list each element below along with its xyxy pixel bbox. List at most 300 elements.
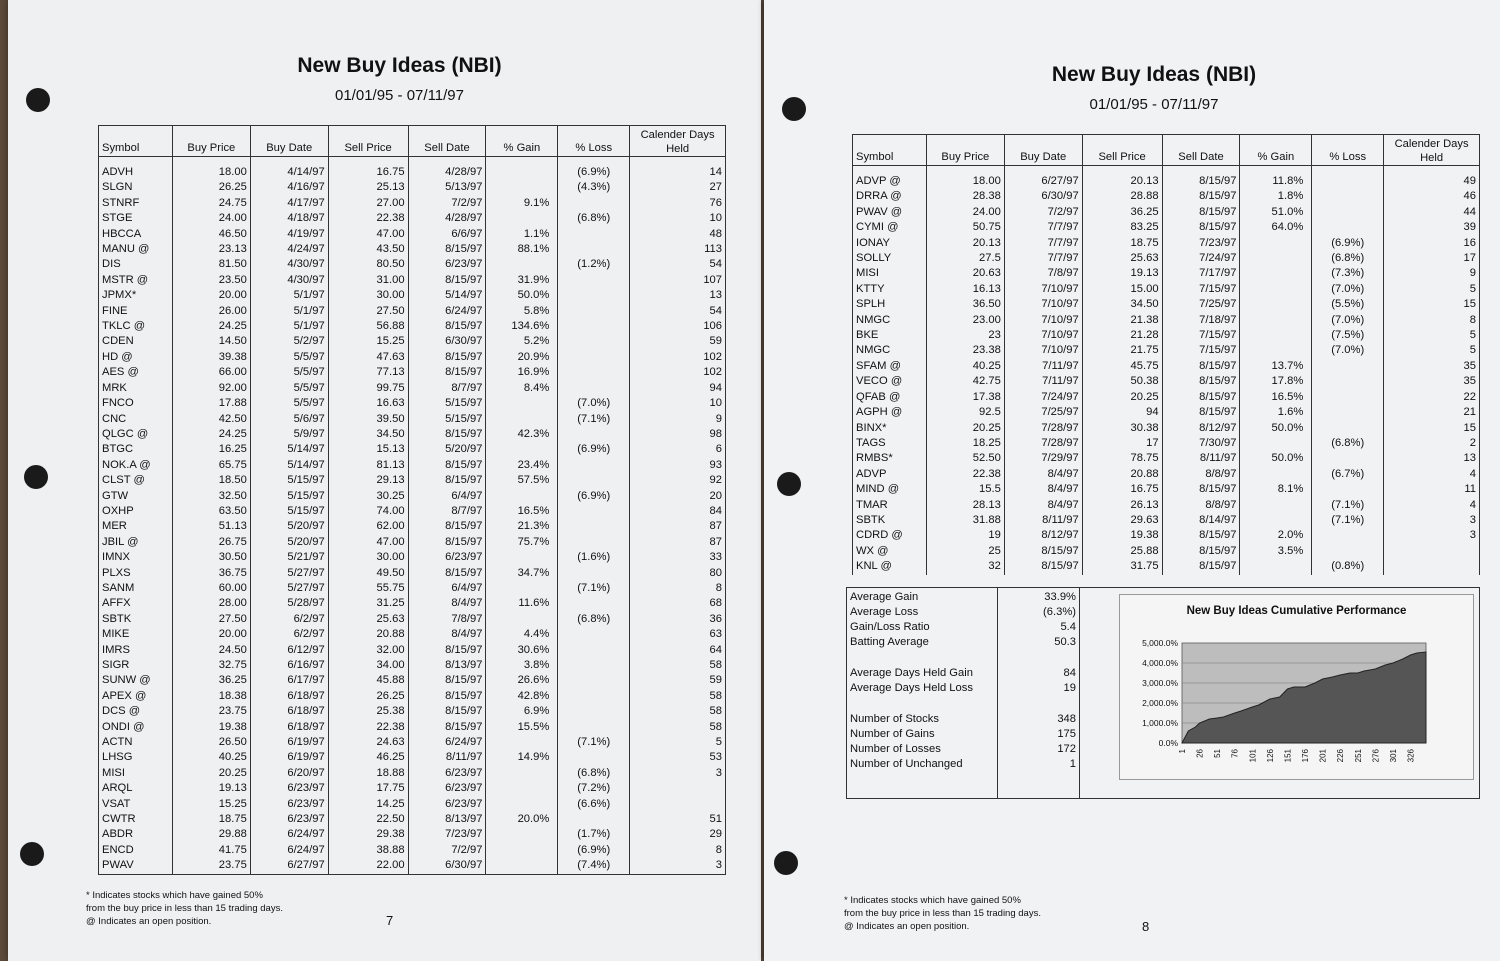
- cell-gain: 34.7%: [486, 566, 558, 581]
- cell-days-held: 2: [1384, 436, 1480, 451]
- cell-days-held: 46: [1384, 189, 1480, 204]
- cell-symbol: ADVH: [99, 165, 173, 180]
- cell-loss: [558, 319, 630, 334]
- cell-gain: [1240, 467, 1312, 482]
- cell-sell-price: 14.25: [328, 797, 408, 812]
- cell-days-held: 54: [630, 304, 726, 319]
- x-tick-label: 1: [1178, 749, 1187, 754]
- cell-loss: [558, 227, 630, 242]
- cell-sell-price: 30.38: [1082, 421, 1162, 436]
- cell-loss: [1312, 374, 1384, 389]
- cell-days-held: 51: [630, 812, 726, 827]
- cell-gain: 4.4%: [486, 627, 558, 642]
- date-range: 01/01/95 - 07/11/97: [1089, 96, 1219, 113]
- cell-loss: (7.1%): [558, 581, 630, 596]
- cell-days-held: 80: [630, 566, 726, 581]
- table-row: [99, 720, 726, 735]
- cell-days-held: 59: [630, 673, 726, 688]
- x-tick-label: 101: [1248, 749, 1258, 763]
- cell-sell-date: 8/15/97: [408, 689, 486, 704]
- cell-sell-price: 38.88: [328, 843, 408, 858]
- cell-loss: (6.9%): [558, 843, 630, 858]
- cell-symbol: DIS: [99, 257, 173, 272]
- cell-gain: 8.4%: [486, 381, 558, 396]
- cell-sell-price: 25.38: [328, 704, 408, 719]
- cell-sell-date: 5/14/97: [408, 288, 486, 303]
- cell-buy-date: 7/10/97: [1004, 343, 1082, 358]
- cell-gain: [486, 180, 558, 195]
- cell-sell-price: 47.00: [328, 227, 408, 242]
- cell-gain: 11.6%: [486, 596, 558, 611]
- cell-days-held: 22: [1384, 390, 1480, 405]
- summary-row: [847, 605, 1079, 620]
- cell-symbol: SFAM @: [853, 359, 927, 374]
- footnote: [844, 894, 1041, 933]
- cell-days-held: 58: [630, 689, 726, 704]
- summary-label: Number of Losses: [850, 743, 941, 755]
- cell-sell-price: 34.00: [328, 658, 408, 673]
- cell-loss: [558, 196, 630, 211]
- cell-gain: 88.1%: [486, 242, 558, 257]
- cell-buy-price: 28.38: [926, 189, 1004, 204]
- cell-days-held: 21: [1384, 405, 1480, 420]
- cell-gain: 3.8%: [486, 658, 558, 673]
- cell-days-held: 3: [630, 766, 726, 781]
- y-tick-label: 5,000.0%: [1142, 638, 1178, 648]
- cell-gain: [1240, 251, 1312, 266]
- cell-sell-date: 6/6/97: [408, 227, 486, 242]
- cell-sell-price: 18.88: [328, 766, 408, 781]
- table-row: [99, 658, 726, 673]
- cell-sell-price: 77.13: [328, 365, 408, 380]
- cell-sell-price: 32.00: [328, 643, 408, 658]
- cell-sell-date: 8/15/97: [408, 566, 486, 581]
- cell-gain: [486, 827, 558, 842]
- cell-days-held: 84: [630, 504, 726, 519]
- cell-symbol: MRK: [99, 381, 173, 396]
- table-row: [853, 251, 1480, 266]
- cell-days-held: 106: [630, 319, 726, 334]
- cell-sell-price: 28.88: [1082, 189, 1162, 204]
- cell-symbol: TAGS: [853, 436, 927, 451]
- cell-days-held: 5: [630, 735, 726, 750]
- cell-buy-date: 5/15/97: [250, 473, 328, 488]
- cell-buy-date: 6/17/97: [250, 673, 328, 688]
- cell-buy-price: 16.25: [172, 442, 250, 457]
- cell-days-held: 3: [1384, 513, 1480, 528]
- table-row: [99, 797, 726, 812]
- cell-buy-price: 19.13: [172, 781, 250, 796]
- cell-symbol: IMNX: [99, 550, 173, 565]
- cell-days-held: 76: [630, 196, 726, 211]
- cell-symbol: ENCD: [99, 843, 173, 858]
- cell-days-held: [630, 781, 726, 796]
- cell-symbol: TKLC @: [99, 319, 173, 334]
- table-row: [99, 812, 726, 827]
- cell-buy-date: 5/20/97: [250, 535, 328, 550]
- cell-symbol: VECO @: [853, 374, 927, 389]
- cell-buy-price: 19: [926, 528, 1004, 543]
- table-row: [99, 581, 726, 596]
- cell-days-held: 59: [630, 334, 726, 349]
- cell-symbol: MANU @: [99, 242, 173, 257]
- cell-sell-date: 7/2/97: [408, 196, 486, 211]
- table-row: [853, 405, 1480, 420]
- cell-symbol: SPLH: [853, 297, 927, 312]
- cell-buy-date: 6/18/97: [250, 689, 328, 704]
- cell-days-held: [1384, 559, 1480, 574]
- cell-days-held: [630, 797, 726, 812]
- cell-gain: 8.1%: [1240, 482, 1312, 497]
- cell-buy-date: 7/28/97: [1004, 436, 1082, 451]
- cell-buy-price: 24.00: [172, 211, 250, 226]
- cell-gain: [486, 550, 558, 565]
- cell-buy-price: 23.13: [172, 242, 250, 257]
- cell-sell-price: 45.88: [328, 673, 408, 688]
- cell-buy-price: 52.50: [926, 451, 1004, 466]
- cell-sell-date: 8/15/97: [1162, 189, 1240, 204]
- table-row: [99, 180, 726, 195]
- table-row: [853, 220, 1480, 235]
- table-row: [853, 236, 1480, 251]
- cell-days-held: 8: [630, 843, 726, 858]
- cell-buy-price: 26.25: [172, 180, 250, 195]
- cell-days-held: 64: [630, 643, 726, 658]
- cell-buy-date: 5/1/97: [250, 304, 328, 319]
- cell-sell-date: 8/15/97: [408, 473, 486, 488]
- cell-loss: [558, 643, 630, 658]
- cell-days-held: 3: [630, 858, 726, 874]
- cell-sell-price: 34.50: [1082, 297, 1162, 312]
- cell-buy-date: 7/7/97: [1004, 251, 1082, 266]
- cell-loss: [558, 519, 630, 534]
- cell-sell-price: 83.25: [1082, 220, 1162, 235]
- cell-buy-date: 5/5/97: [250, 350, 328, 365]
- cell-buy-date: 6/23/97: [250, 781, 328, 796]
- cell-sell-date: 7/23/97: [1162, 236, 1240, 251]
- table-row: [853, 313, 1480, 328]
- cell-gain: [486, 442, 558, 457]
- cell-buy-price: 36.75: [172, 566, 250, 581]
- cell-buy-date: 5/27/97: [250, 566, 328, 581]
- col-header-days-held: Calender Days Held: [630, 126, 726, 157]
- cell-sell-price: 20.88: [1082, 467, 1162, 482]
- cell-loss: [558, 334, 630, 349]
- footnote-line: * Indicates stocks which have gained 50%: [844, 895, 1021, 906]
- cell-sell-date: 8/13/97: [408, 658, 486, 673]
- cell-sell-date: 6/24/97: [408, 735, 486, 750]
- cell-sell-date: 8/4/97: [408, 627, 486, 642]
- cell-loss: [558, 673, 630, 688]
- cell-buy-date: 5/14/97: [250, 442, 328, 457]
- cell-symbol: ONDI @: [99, 720, 173, 735]
- table-row: [853, 390, 1480, 405]
- cell-gain: 57.5%: [486, 473, 558, 488]
- col-header-sell-price: Sell Price: [328, 126, 408, 157]
- table-row: [99, 165, 726, 180]
- nbi-table: [98, 125, 726, 881]
- cell-gain: 14.9%: [486, 750, 558, 765]
- cell-sell-date: 7/15/97: [1162, 343, 1240, 358]
- cell-days-held: 10: [630, 396, 726, 411]
- cell-gain: 20.0%: [486, 812, 558, 827]
- cell-sell-date: 8/15/97: [1162, 528, 1240, 543]
- cell-sell-date: 8/15/97: [408, 519, 486, 534]
- cell-gain: 42.3%: [486, 427, 558, 442]
- cell-loss: (1.7%): [558, 827, 630, 842]
- cell-loss: [558, 381, 630, 396]
- table-row: [853, 467, 1480, 482]
- cell-loss: [1312, 528, 1384, 543]
- cell-gain: [1240, 282, 1312, 297]
- page-title: New Buy Ideas (NBI): [1051, 63, 1257, 86]
- cell-gain: [486, 396, 558, 411]
- cell-days-held: 54: [630, 257, 726, 272]
- cell-sell-date: 7/8/97: [408, 612, 486, 627]
- cell-gain: 134.6%: [486, 319, 558, 334]
- table-row: [853, 482, 1480, 497]
- cell-buy-price: 23.00: [926, 313, 1004, 328]
- cell-symbol: GTW: [99, 489, 173, 504]
- cell-buy-price: 18.75: [172, 812, 250, 827]
- cell-buy-date: 8/4/97: [1004, 467, 1082, 482]
- cell-buy-date: 7/8/97: [1004, 266, 1082, 281]
- page-number: 7: [386, 913, 394, 928]
- table-row: [99, 489, 726, 504]
- cell-sell-price: 78.75: [1082, 451, 1162, 466]
- cell-symbol: NMGC: [853, 313, 927, 328]
- cell-sell-price: 17: [1082, 436, 1162, 451]
- cell-gain: [1240, 313, 1312, 328]
- cell-buy-date: 6/24/97: [250, 843, 328, 858]
- cell-symbol: AGPH @: [853, 405, 927, 420]
- cell-buy-date: 7/7/97: [1004, 220, 1082, 235]
- table-row: [853, 544, 1480, 559]
- table-row: [99, 750, 726, 765]
- cell-days-held: 53: [630, 750, 726, 765]
- cell-symbol: BINX*: [853, 421, 927, 436]
- cell-loss: (7.4%): [558, 858, 630, 874]
- cell-days-held: 13: [630, 288, 726, 303]
- cell-loss: (7.0%): [1312, 313, 1384, 328]
- cell-loss: (6.7%): [1312, 467, 1384, 482]
- cell-days-held: 58: [630, 720, 726, 735]
- cell-sell-date: 8/15/97: [1162, 174, 1240, 189]
- cell-loss: [558, 427, 630, 442]
- cell-loss: (7.5%): [1312, 328, 1384, 343]
- cell-days-held: 10: [630, 211, 726, 226]
- cell-days-held: 4: [1384, 467, 1480, 482]
- summary-label: Gain/Loss Ratio: [850, 621, 930, 633]
- cell-sell-price: 22.38: [328, 211, 408, 226]
- cell-symbol: FINE: [99, 304, 173, 319]
- cell-loss: [558, 350, 630, 365]
- table-row: [99, 288, 726, 303]
- table-row: [853, 266, 1480, 281]
- cell-sell-price: 26.13: [1082, 498, 1162, 513]
- cell-loss: [558, 566, 630, 581]
- cell-buy-date: 5/5/97: [250, 396, 328, 411]
- cell-buy-price: 20.25: [926, 421, 1004, 436]
- summary-row: [847, 727, 1079, 742]
- cell-loss: [558, 535, 630, 550]
- cell-sell-price: 74.00: [328, 504, 408, 519]
- cell-sell-date: 8/15/97: [408, 273, 486, 288]
- cell-gain: [1240, 559, 1312, 574]
- cell-buy-date: 6/2/97: [250, 627, 328, 642]
- summary-value: 50.3: [1054, 636, 1076, 648]
- cell-symbol: CNC: [99, 412, 173, 427]
- cell-buy-price: 51.13: [172, 519, 250, 534]
- cell-buy-price: 63.50: [172, 504, 250, 519]
- table-row: [99, 473, 726, 488]
- cell-loss: [1312, 174, 1384, 189]
- cell-sell-price: 49.50: [328, 566, 408, 581]
- cell-buy-date: 4/18/97: [250, 211, 328, 226]
- cell-buy-date: 4/14/97: [250, 165, 328, 180]
- cell-symbol: TMAR: [853, 498, 927, 513]
- cell-days-held: 27: [630, 180, 726, 195]
- cell-sell-date: 8/15/97: [408, 643, 486, 658]
- cell-sell-date: 7/24/97: [1162, 251, 1240, 266]
- cell-days-held: 39: [1384, 220, 1480, 235]
- cell-loss: (6.6%): [558, 797, 630, 812]
- cell-buy-date: 5/5/97: [250, 381, 328, 396]
- cell-buy-price: 16.13: [926, 282, 1004, 297]
- cell-buy-price: 40.25: [172, 750, 250, 765]
- cell-sell-date: 8/15/97: [408, 365, 486, 380]
- cell-gain: 3.5%: [1240, 544, 1312, 559]
- cell-buy-date: 5/15/97: [250, 489, 328, 504]
- cell-days-held: 44: [1384, 205, 1480, 220]
- cell-buy-price: 23.75: [172, 704, 250, 719]
- cell-buy-price: 30.50: [172, 550, 250, 565]
- cell-buy-price: 92.5: [926, 405, 1004, 420]
- cell-symbol: ADVP @: [853, 174, 927, 189]
- cell-buy-date: 7/28/97: [1004, 421, 1082, 436]
- cell-buy-date: 7/11/97: [1004, 374, 1082, 389]
- cell-sell-price: 22.00: [328, 858, 408, 874]
- y-tick-label: 0.0%: [1158, 738, 1178, 748]
- cell-days-held: 11: [1384, 482, 1480, 497]
- table-row: [99, 843, 726, 858]
- cell-symbol: CYMI @: [853, 220, 927, 235]
- cell-symbol: MISI: [853, 266, 927, 281]
- page-title: New Buy Ideas (NBI): [297, 54, 502, 77]
- footnote: [86, 889, 283, 928]
- cell-buy-date: 8/15/97: [1004, 544, 1082, 559]
- right-page: [764, 0, 1500, 961]
- cell-buy-date: 6/23/97: [250, 797, 328, 812]
- cell-gain: 2.0%: [1240, 528, 1312, 543]
- cell-sell-date: 5/20/97: [408, 442, 486, 457]
- table-row: [99, 442, 726, 457]
- table-row: [99, 689, 726, 704]
- cell-sell-price: 34.50: [328, 427, 408, 442]
- chart-plot: [1120, 595, 1473, 779]
- cell-loss: [558, 750, 630, 765]
- cell-symbol: STGE: [99, 211, 173, 226]
- table-row: [99, 334, 726, 349]
- cell-buy-date: 7/7/97: [1004, 236, 1082, 251]
- cell-loss: [558, 458, 630, 473]
- cell-days-held: 48: [630, 227, 726, 242]
- cell-buy-date: 5/14/97: [250, 458, 328, 473]
- cell-buy-price: 36.25: [172, 673, 250, 688]
- cell-buy-price: 40.25: [926, 359, 1004, 374]
- cell-loss: [558, 812, 630, 827]
- cell-symbol: HD @: [99, 350, 173, 365]
- cell-buy-price: 23: [926, 328, 1004, 343]
- cell-buy-price: 20.00: [172, 627, 250, 642]
- cell-sell-date: 6/4/97: [408, 489, 486, 504]
- cell-symbol: MISI: [99, 766, 173, 781]
- table-row: [99, 858, 726, 874]
- cell-sell-price: 80.50: [328, 257, 408, 272]
- table-row: [99, 242, 726, 257]
- cell-symbol: NMGC: [853, 343, 927, 358]
- table-row: [853, 498, 1480, 513]
- table-row: [99, 304, 726, 319]
- cell-buy-price: 20.00: [172, 288, 250, 303]
- cell-gain: [1240, 498, 1312, 513]
- cell-symbol: SBTK: [99, 612, 173, 627]
- summary-row: [847, 590, 1079, 605]
- cell-symbol: MIKE: [99, 627, 173, 642]
- cell-days-held: 87: [630, 535, 726, 550]
- cell-symbol: ARQL: [99, 781, 173, 796]
- cell-sell-price: 25.63: [328, 612, 408, 627]
- cell-loss: [558, 704, 630, 719]
- cell-loss: [558, 273, 630, 288]
- cell-days-held: 113: [630, 242, 726, 257]
- cell-gain: [1240, 297, 1312, 312]
- cell-gain: [1240, 436, 1312, 451]
- cell-sell-date: 6/23/97: [408, 550, 486, 565]
- cell-buy-date: 5/1/97: [250, 288, 328, 303]
- cell-gain: 15.5%: [486, 720, 558, 735]
- cell-symbol: HBCCA: [99, 227, 173, 242]
- x-tick-label: 276: [1371, 749, 1381, 763]
- cell-sell-date: 7/18/97: [1162, 313, 1240, 328]
- cell-buy-price: 18.00: [926, 174, 1004, 189]
- cell-sell-date: 8/7/97: [408, 504, 486, 519]
- col-header-symbol: Symbol: [853, 135, 927, 166]
- cell-gain: 1.8%: [1240, 189, 1312, 204]
- cell-sell-date: 7/17/97: [1162, 266, 1240, 281]
- cell-gain: 20.9%: [486, 350, 558, 365]
- cell-buy-date: 6/24/97: [250, 827, 328, 842]
- nbi-table: [852, 134, 1480, 575]
- cell-days-held: 36: [630, 612, 726, 627]
- cell-buy-price: 42.50: [172, 412, 250, 427]
- cell-symbol: ACTN: [99, 735, 173, 750]
- cell-buy-date: 5/5/97: [250, 365, 328, 380]
- cell-symbol: JBIL @: [99, 535, 173, 550]
- x-tick-label: 226: [1336, 749, 1346, 763]
- cell-sell-date: 6/23/97: [408, 766, 486, 781]
- cell-loss: (7.1%): [1312, 498, 1384, 513]
- table-row: [853, 174, 1480, 189]
- cell-buy-price: 50.75: [926, 220, 1004, 235]
- table-row: [853, 343, 1480, 358]
- table-row: [99, 273, 726, 288]
- cell-buy-date: 5/27/97: [250, 581, 328, 596]
- cell-gain: [486, 489, 558, 504]
- cell-symbol: MSTR @: [99, 273, 173, 288]
- cell-days-held: 68: [630, 596, 726, 611]
- cell-symbol: FNCO: [99, 396, 173, 411]
